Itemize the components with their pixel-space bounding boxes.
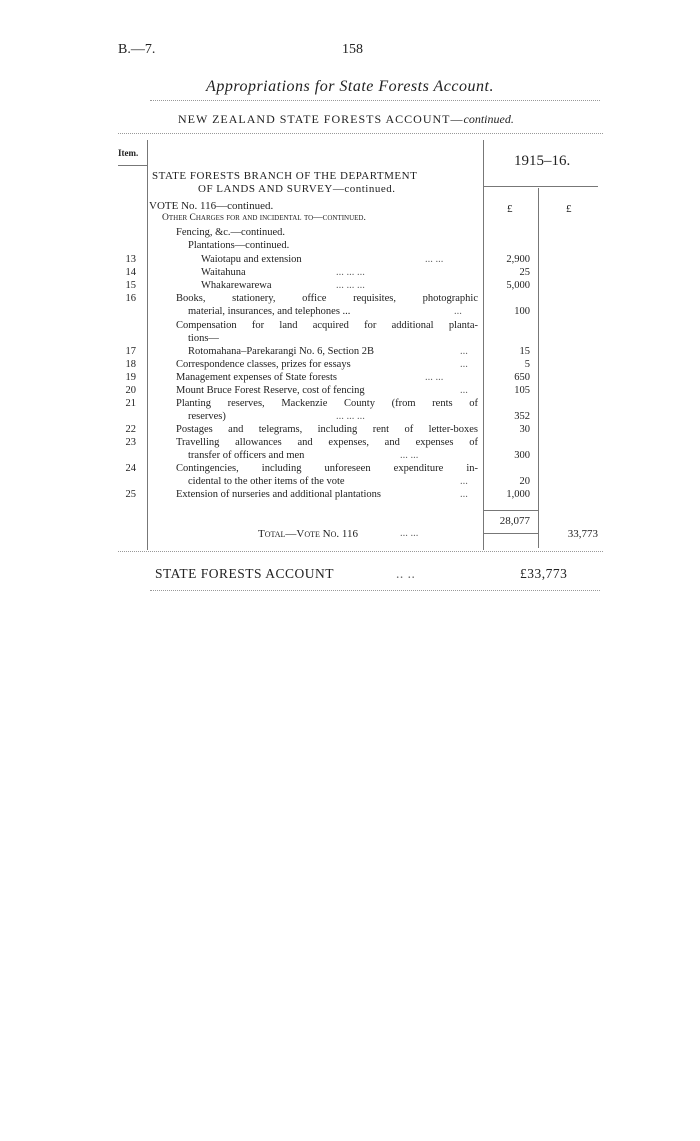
leader-dots: ... ... <box>400 528 419 539</box>
item-description: Mount Bruce Forest Reserve, cost of fencing <box>176 385 365 396</box>
item-amount: 100 <box>514 306 530 317</box>
item-description: Waitahuna <box>201 267 246 278</box>
item-amount: 15 <box>519 346 530 357</box>
leader-dots: ... ... <box>400 450 419 461</box>
item-amount: 650 <box>514 372 530 383</box>
subtotal-amount: 28,077 <box>499 515 530 527</box>
item-number: 14 <box>125 267 136 278</box>
item-column-rule <box>147 140 148 550</box>
item-number: 23 <box>125 437 136 448</box>
item-amount: 25 <box>519 267 530 278</box>
account-summary-label: STATE FORESTS ACCOUNT <box>155 566 334 581</box>
total-label: Total—Vote No. 116 <box>258 528 358 540</box>
compensation-heading-cont: tions— <box>188 333 219 344</box>
account-subtitle-cont: continued. <box>463 112 514 126</box>
account-subtitle-main: NEW ZEALAND STATE FORESTS ACCOUNT— <box>178 112 464 126</box>
item-number: 15 <box>125 280 136 291</box>
item-description: Waiotapu and extension <box>201 254 302 265</box>
item-amount: 20 <box>519 476 530 487</box>
item-number: 22 <box>125 424 136 435</box>
document-code: B.—7. <box>118 42 156 57</box>
item-amount: 105 <box>514 385 530 396</box>
item-description-cont: transfer of officers and men <box>188 450 305 461</box>
item-description: Extension of nurseries and additional plantations <box>176 489 381 500</box>
amount-column-rule <box>483 140 484 550</box>
leader-dots: ... <box>460 489 468 500</box>
footer-rule <box>150 590 600 591</box>
page-title: Appropriations for State Forests Account. <box>206 78 494 95</box>
subtotal-rule-top <box>483 510 538 511</box>
item-amount: 2,900 <box>506 254 530 265</box>
item-header-rule <box>118 165 147 166</box>
leader-dots: ... ... <box>425 372 444 383</box>
item-number: 16 <box>125 293 136 304</box>
title-rule <box>150 100 600 101</box>
leader-dots: ... <box>460 359 468 370</box>
branch-heading-line2: OF LANDS AND SURVEY—continued. <box>198 183 396 195</box>
item-description: Correspondence classes, prizes for essays <box>176 359 351 370</box>
item-description: Travelling allowances and expenses, and expenses of <box>176 437 478 448</box>
item-number: 25 <box>125 489 136 500</box>
item-number: 19 <box>125 372 136 383</box>
item-amount: 1,000 <box>506 489 530 500</box>
account-subtitle <box>178 112 514 127</box>
item-number: 17 <box>125 346 136 357</box>
item-amount: 300 <box>514 450 530 461</box>
vote-heading: VOTE No. 116—continued. <box>149 200 274 212</box>
item-description-cont: material, insurances, and telephones ... <box>188 306 351 317</box>
item-number: 18 <box>125 359 136 370</box>
leader-dots: ... <box>460 346 468 357</box>
leader-dots: ... ... ... <box>336 280 365 291</box>
item-description: Whakarewarewa <box>201 280 272 291</box>
item-column-header: Item. <box>118 148 139 158</box>
leader-dots: .. .. <box>396 566 416 581</box>
item-description: Planting reserves, Mackenzie County (from rents of <box>176 398 478 409</box>
item-description: Management expenses of State forests <box>176 372 337 383</box>
year-header: 1915–16. <box>514 153 571 169</box>
table-bottom-rule <box>118 551 603 552</box>
item-description-cont: cidental to the other items of the vote <box>188 476 345 487</box>
item-description: Books, stationery, office requisites, photographic <box>176 293 478 304</box>
leader-dots: ... <box>454 306 462 317</box>
compensation-heading: Compensation for land acquired for additional planta- <box>176 320 478 331</box>
total-amount: 33,773 <box>567 528 598 540</box>
year-header-rule <box>483 186 598 187</box>
subtotal-rule-bottom <box>483 533 538 534</box>
fencing-heading: Fencing, &c.—continued. <box>176 227 286 238</box>
item-description-cont: reserves) <box>188 411 226 422</box>
item-number: 21 <box>125 398 136 409</box>
leader-dots: ... ... <box>425 254 444 265</box>
item-description: Postages and telegrams, including rent of letter-boxes <box>176 424 478 435</box>
item-number: 20 <box>125 385 136 396</box>
leader-dots: ... ... ... <box>336 411 365 422</box>
item-number: 24 <box>125 463 136 474</box>
leader-dots: ... <box>460 385 468 396</box>
table-top-rule <box>118 133 603 134</box>
item-description: Rotomahana–Parekarangi No. 6, Section 2B <box>188 346 375 357</box>
other-charges-heading: Other Charges for and incidental to—continued. <box>162 213 366 223</box>
branch-heading-line1: STATE FORESTS BRANCH OF THE DEPARTMENT <box>152 170 418 182</box>
account-summary-amount: £33,773 <box>520 566 568 581</box>
currency-symbol-items: £ <box>507 203 513 215</box>
item-amount: 5,000 <box>506 280 530 291</box>
page-number: 158 <box>342 42 363 57</box>
currency-symbol-total: £ <box>566 203 572 215</box>
leader-dots: ... <box>460 476 468 487</box>
item-description: Contingencies, including unforeseen expenditure in- <box>176 463 478 474</box>
leader-dots: ... ... ... <box>336 267 365 278</box>
item-amount: 30 <box>519 424 530 435</box>
total-column-rule <box>538 188 539 548</box>
plantations-heading: Plantations—continued. <box>188 240 290 251</box>
item-amount: 5 <box>524 359 530 370</box>
item-amount: 352 <box>514 411 530 422</box>
item-number: 13 <box>125 254 136 265</box>
